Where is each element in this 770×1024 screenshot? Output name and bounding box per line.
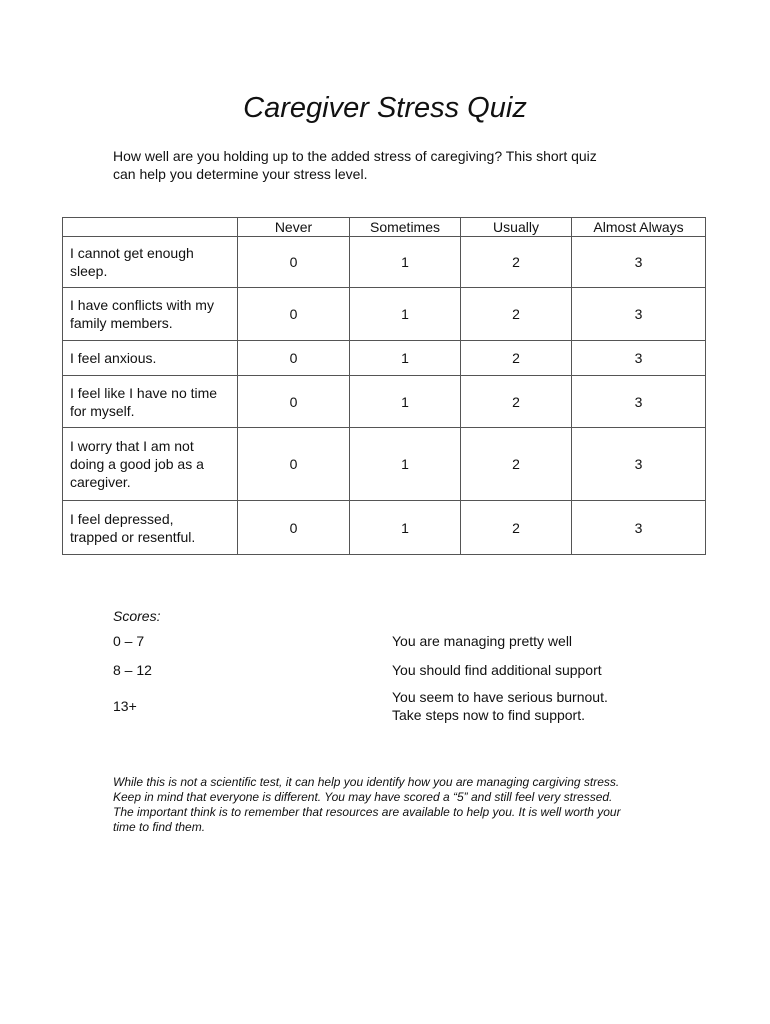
table-row — [63, 376, 706, 428]
score-cell-never: 0 — [238, 428, 350, 501]
intro-line: How well are you holding up to the added stress of caregiving? This short quiz — [113, 148, 597, 164]
question-cell — [63, 288, 238, 341]
score-description-line: Take steps now to find support. — [392, 707, 585, 723]
score-cell-sometimes: 1 — [350, 428, 461, 501]
question-line: I feel like I have no time — [70, 384, 218, 401]
score-cell-never: 0 — [238, 376, 350, 428]
table-row — [63, 428, 706, 501]
table-row — [63, 501, 706, 555]
footnote-line: While this is not a scientific test, it can help you identify how you are managing cargiving stress. — [113, 775, 620, 789]
question-line: family members. — [70, 315, 173, 331]
question-line: trapped or resentful. — [70, 528, 196, 545]
score-cell-usually: 2 — [461, 341, 572, 376]
score-cell-almost-always: 3 — [572, 376, 706, 428]
table-row — [63, 237, 706, 288]
score-row — [113, 626, 673, 656]
footnote-line: Keep in mind that everyone is different. You may have scored a “5” and still feel very stressed. — [113, 790, 613, 804]
score-range: 0 – 7 — [113, 633, 145, 649]
score-cell-almost-always: 3 — [572, 341, 706, 376]
question-line: doing a good job as a — [70, 456, 204, 472]
score-cell-usually: 2 — [461, 376, 572, 428]
score-cell-usually: 2 — [461, 428, 572, 501]
score-cell-usually: 2 — [461, 501, 572, 555]
table-header-row — [63, 218, 706, 237]
score-cell-never: 0 — [238, 288, 350, 341]
header-empty-cell — [63, 218, 238, 237]
question-cell — [63, 428, 238, 501]
score-description — [392, 661, 673, 679]
score-cell-usually: 2 — [461, 288, 572, 341]
score-cell-sometimes: 1 — [350, 288, 461, 341]
footnote-line: The important think is to remember that resources are available to help you. It is well worth your — [113, 805, 621, 819]
score-description-line: You seem to have serious burnout. — [392, 689, 608, 705]
score-cell-almost-always: 3 — [572, 288, 706, 341]
question-line: I have conflicts with my — [70, 297, 214, 313]
quiz-table — [62, 217, 706, 555]
score-cell-never: 0 — [238, 237, 350, 288]
question-cell — [63, 341, 238, 376]
question-line: sleep. — [70, 263, 108, 279]
score-cell-never: 0 — [238, 341, 350, 376]
question-line: I feel anxious. — [70, 350, 157, 366]
score-description-line: You are managing pretty well — [392, 633, 573, 649]
score-row — [113, 656, 673, 684]
score-description-line: You should find additional support — [392, 662, 602, 678]
score-cell-almost-always: 3 — [572, 501, 706, 555]
intro-line: can help you determine your stress level. — [113, 166, 368, 182]
question-cell — [63, 376, 238, 428]
score-range: 8 – 12 — [113, 662, 152, 678]
question-line: I worry that I am not — [70, 438, 194, 454]
score-cell-almost-always: 3 — [572, 428, 706, 501]
footnote-line: time to find them. — [113, 820, 206, 834]
header-usually: Usually — [461, 218, 572, 237]
score-row — [113, 684, 673, 728]
header-sometimes: Sometimes — [350, 218, 461, 237]
score-cell-usually: 2 — [461, 237, 572, 288]
score-cell-sometimes: 1 — [350, 341, 461, 376]
question-cell — [63, 237, 238, 288]
header-almost-always: Almost Always — [572, 218, 706, 237]
score-range: 13+ — [113, 698, 137, 714]
score-cell-sometimes: 1 — [350, 501, 461, 555]
intro-paragraph — [113, 147, 673, 183]
question-line: caregiver. — [70, 474, 131, 490]
score-description — [392, 632, 673, 650]
scores-section — [113, 606, 673, 728]
score-cell-sometimes: 1 — [350, 376, 461, 428]
scores-heading: Scores: — [113, 608, 161, 624]
table-row — [63, 341, 706, 376]
header-never: Never — [238, 218, 350, 237]
score-description — [392, 688, 673, 724]
page-title: Caregiver Stress Quiz — [243, 92, 527, 124]
question-line: I cannot get enough — [70, 245, 194, 261]
score-cell-sometimes: 1 — [350, 237, 461, 288]
question-line: for myself. — [70, 402, 135, 419]
footnote-paragraph — [113, 775, 673, 835]
score-cell-never: 0 — [238, 501, 350, 555]
question-cell — [63, 501, 238, 555]
table-row — [63, 288, 706, 341]
score-cell-almost-always: 3 — [572, 237, 706, 288]
question-line: I feel depressed, — [70, 510, 174, 527]
